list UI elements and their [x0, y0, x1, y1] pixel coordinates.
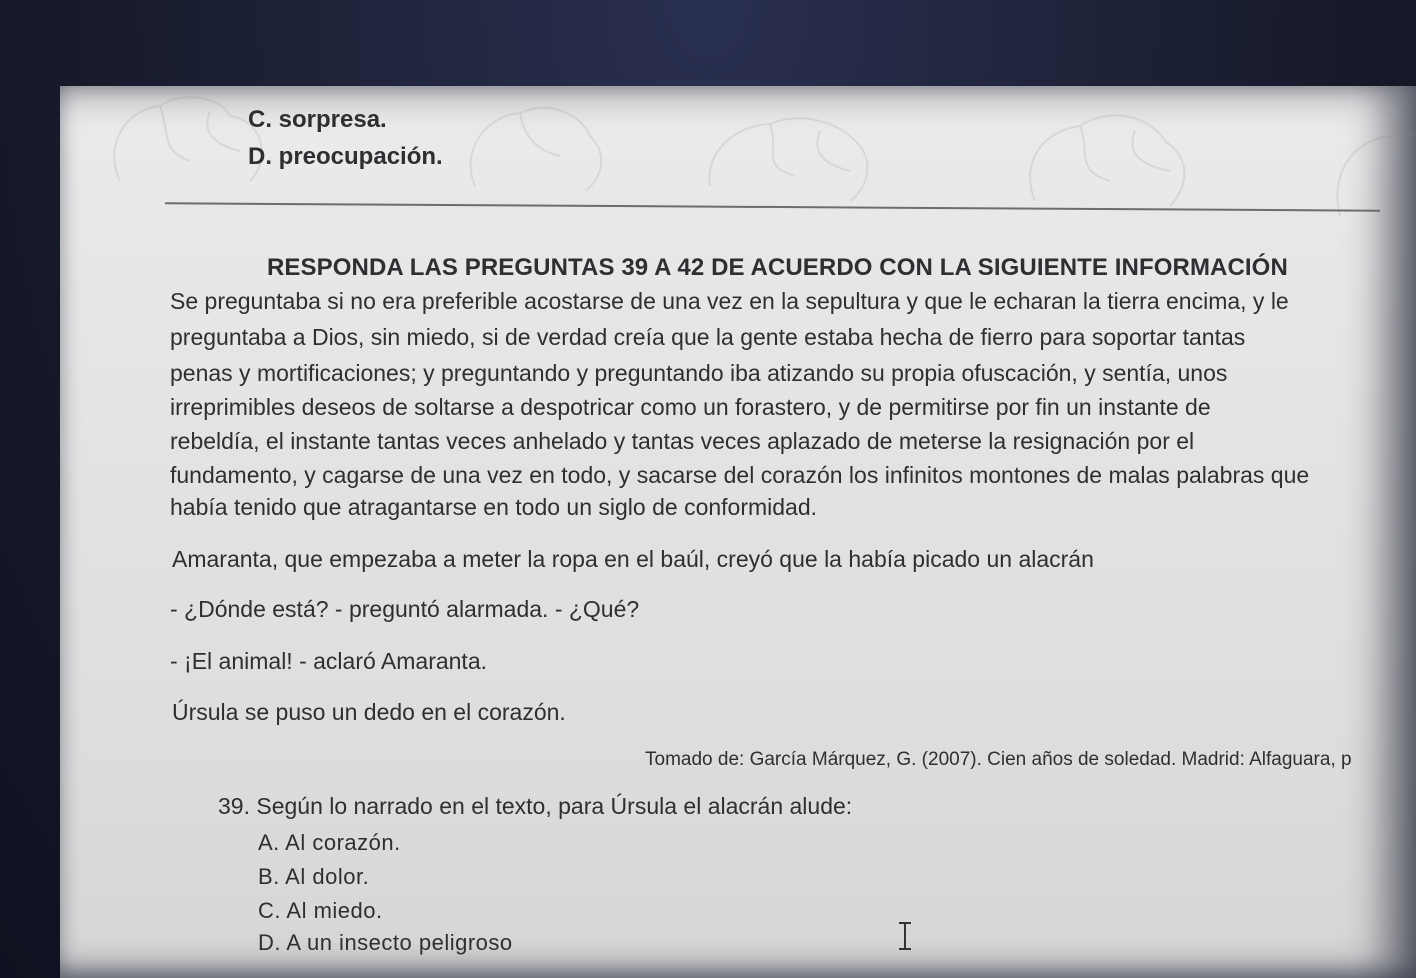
answer-option-b[interactable]: B. Al dolor.	[258, 864, 370, 889]
answer-option-a[interactable]: A. Al corazón.	[258, 830, 401, 855]
paragraph-line: irreprimibles deseos de soltarse a despotricar como un forastero, y de permitirse por fin un instante de	[170, 394, 1211, 420]
narrative-line: Amaranta, que empezaba a meter la ropa en el baúl, creyó que la había picado un alacrán	[172, 546, 1094, 572]
section-heading: RESPONDA LAS PREGUNTAS 39 A 42 DE ACUERDO CON LA SIGUIENTE INFORMACIÓN	[267, 254, 1288, 281]
paragraph-line: rebeldía, el instante tantas veces anhelado y tantas veces aplazado de meterse la resignación por el	[170, 428, 1195, 454]
question-39-text: 39. Según lo narrado en el texto, para Úrsula el alacrán alude:	[218, 793, 853, 819]
brain-watermark-icon	[700, 106, 880, 206]
answer-option-d[interactable]: D. A un insecto peligroso	[258, 930, 513, 955]
paragraph-line: había tenido que atragantarse en todo un siglo de conformidad.	[170, 494, 818, 520]
paragraph-line: penas y mortificaciones; y preguntando y preguntando iba atizando su propia ofuscación, y sentía, unos	[170, 360, 1228, 386]
narrative-line: Úrsula se puso un dedo en el corazón.	[172, 699, 566, 725]
brain-watermark-icon	[460, 101, 610, 201]
narrative-line: - ¿Dónde está? - preguntó alarmada. - ¿Qué?	[170, 596, 640, 622]
brain-watermark-icon	[1020, 106, 1200, 216]
document-page	[60, 86, 1416, 978]
narrative-line: - ¡El animal! - aclaró Amaranta.	[170, 648, 488, 674]
option-d-label: D. preocupación.	[248, 143, 443, 170]
paragraph-line: fundamento, y cagarse de una vez en todo, y sacarse del corazón los infinitos montones de malas palabras que	[170, 462, 1310, 488]
text-cursor-icon	[898, 922, 912, 950]
paragraph-line: preguntaba a Dios, sin miedo, si de verdad creía que la gente estaba hecha de fierro para soportar tantas	[170, 324, 1246, 350]
paragraph-line: Se preguntaba si no era preferible acostarse de una vez en la sepultura y que le echaran la tierra encima, y le	[170, 288, 1289, 314]
answer-option-c[interactable]: C. Al miedo.	[258, 898, 383, 923]
option-c-label: C. sorpresa.	[248, 106, 387, 133]
source-citation: Tomado de: García Márquez, G. (2007). Cien años de soledad. Madrid: Alfaguara, p	[645, 749, 1352, 770]
